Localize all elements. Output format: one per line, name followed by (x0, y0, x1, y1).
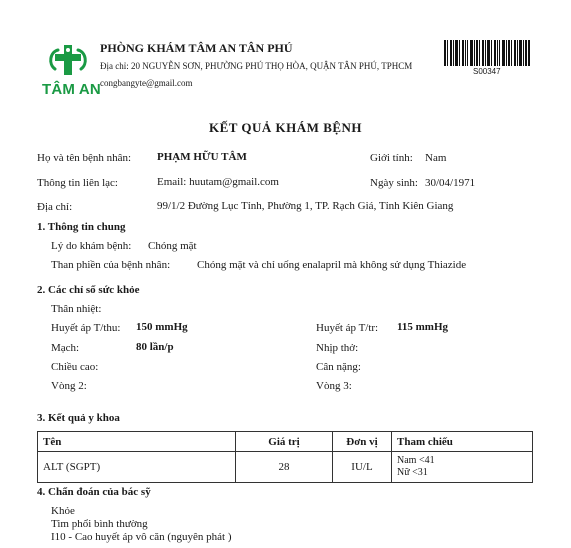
section-diagnosis-title: 4. Chẩn đoán của bác sỹ (37, 486, 151, 498)
complaint-value: Chóng mặt và chỉ uống enalapril mà không sử dụng Thiazide (197, 259, 467, 271)
height-label: Chiều cao: (51, 361, 99, 373)
result-unit: IU/L (333, 452, 392, 483)
address-label: Địa chỉ: (37, 201, 73, 213)
reference-female: Nữ <31 (397, 467, 428, 478)
header-unit: Đơn vị (333, 432, 392, 452)
patient-address: 99/1/2 Đường Lục Tỉnh, Phường 1, TP. Rạch Giá, Tỉnh Kiên Giang (157, 200, 454, 212)
dob-value: 30/04/1971 (425, 177, 476, 189)
temperature-label: Thân nhiệt: (51, 303, 102, 315)
diagnosis-line: Tim phổi bình thường (51, 518, 148, 530)
patient-name: PHẠM HỮU TÂM (157, 151, 247, 163)
dob-label: Ngày sinh: (370, 177, 418, 189)
header-reference: Tham chiếu (392, 432, 533, 452)
section-results-title: 3. Kết quả y khoa (37, 412, 120, 424)
logo-text: TÂM AN (42, 81, 101, 98)
contact-label: Thông tin liên lạc: (37, 177, 118, 189)
round2-label: Vòng 2: (51, 380, 87, 392)
section-general-title: 1. Thông tin chung (37, 221, 126, 233)
barcode-code: S00347 (473, 67, 501, 76)
round3-label: Vòng 3: (316, 380, 352, 392)
results-table (37, 431, 533, 483)
patient-email: Email: huutam@gmail.com (157, 176, 279, 188)
bp-diastolic-value: 115 mmHg (397, 321, 449, 333)
breath-label: Nhịp thở: (316, 342, 359, 354)
weight-label: Cân nặng: (316, 361, 361, 373)
gender-label: Giới tính: (370, 152, 413, 164)
clinic-name: PHÒNG KHÁM TÂM AN TÂN PHÚ (100, 41, 293, 55)
header-value: Giá trị (236, 432, 333, 452)
results-header-row (38, 432, 533, 452)
result-value: 28 (236, 452, 333, 483)
pulse-value: 80 lần/p (136, 341, 174, 353)
complaint-label: Than phiền của bệnh nhân: (51, 259, 171, 271)
gender-value: Nam (425, 152, 447, 164)
barcode-icon (444, 40, 530, 66)
bp-diastolic-label: Huyết áp T/tr: (316, 322, 379, 334)
result-name: ALT (SGPT) (38, 452, 236, 483)
bp-systolic-value: 150 mmHg (136, 321, 188, 333)
pulse-label: Mạch: (51, 342, 80, 354)
reason-label: Lý do khám bệnh: (51, 240, 132, 252)
table-row (38, 452, 533, 483)
diagnosis-line: Khỏe (51, 505, 75, 517)
page-title: KẾT QUẢ KHÁM BỆNH (208, 120, 363, 135)
clinic-address: Địa chỉ: 20 NGUYỄN SƠN, PHƯỜNG PHÚ THỌ HÒA, QUẬN TÂN PHÚ, TPHCM (100, 61, 413, 71)
patient-name-label: Họ và tên bệnh nhân: (37, 152, 132, 164)
header-name: Tên (38, 432, 236, 452)
reference-male: Nam <41 (397, 455, 435, 466)
result-reference (392, 452, 533, 483)
diagnosis-line: I10 - Cao huyết áp vô căn (nguyên phát ) (51, 531, 232, 543)
bp-systolic-label: Huyết áp T/thu: (51, 322, 121, 334)
section-vitals-title: 2. Các chỉ số sức khỏe (37, 284, 140, 296)
reason-value: Chóng mặt (148, 240, 197, 252)
clinic-email: congbangyte@gmail.com (100, 78, 193, 88)
